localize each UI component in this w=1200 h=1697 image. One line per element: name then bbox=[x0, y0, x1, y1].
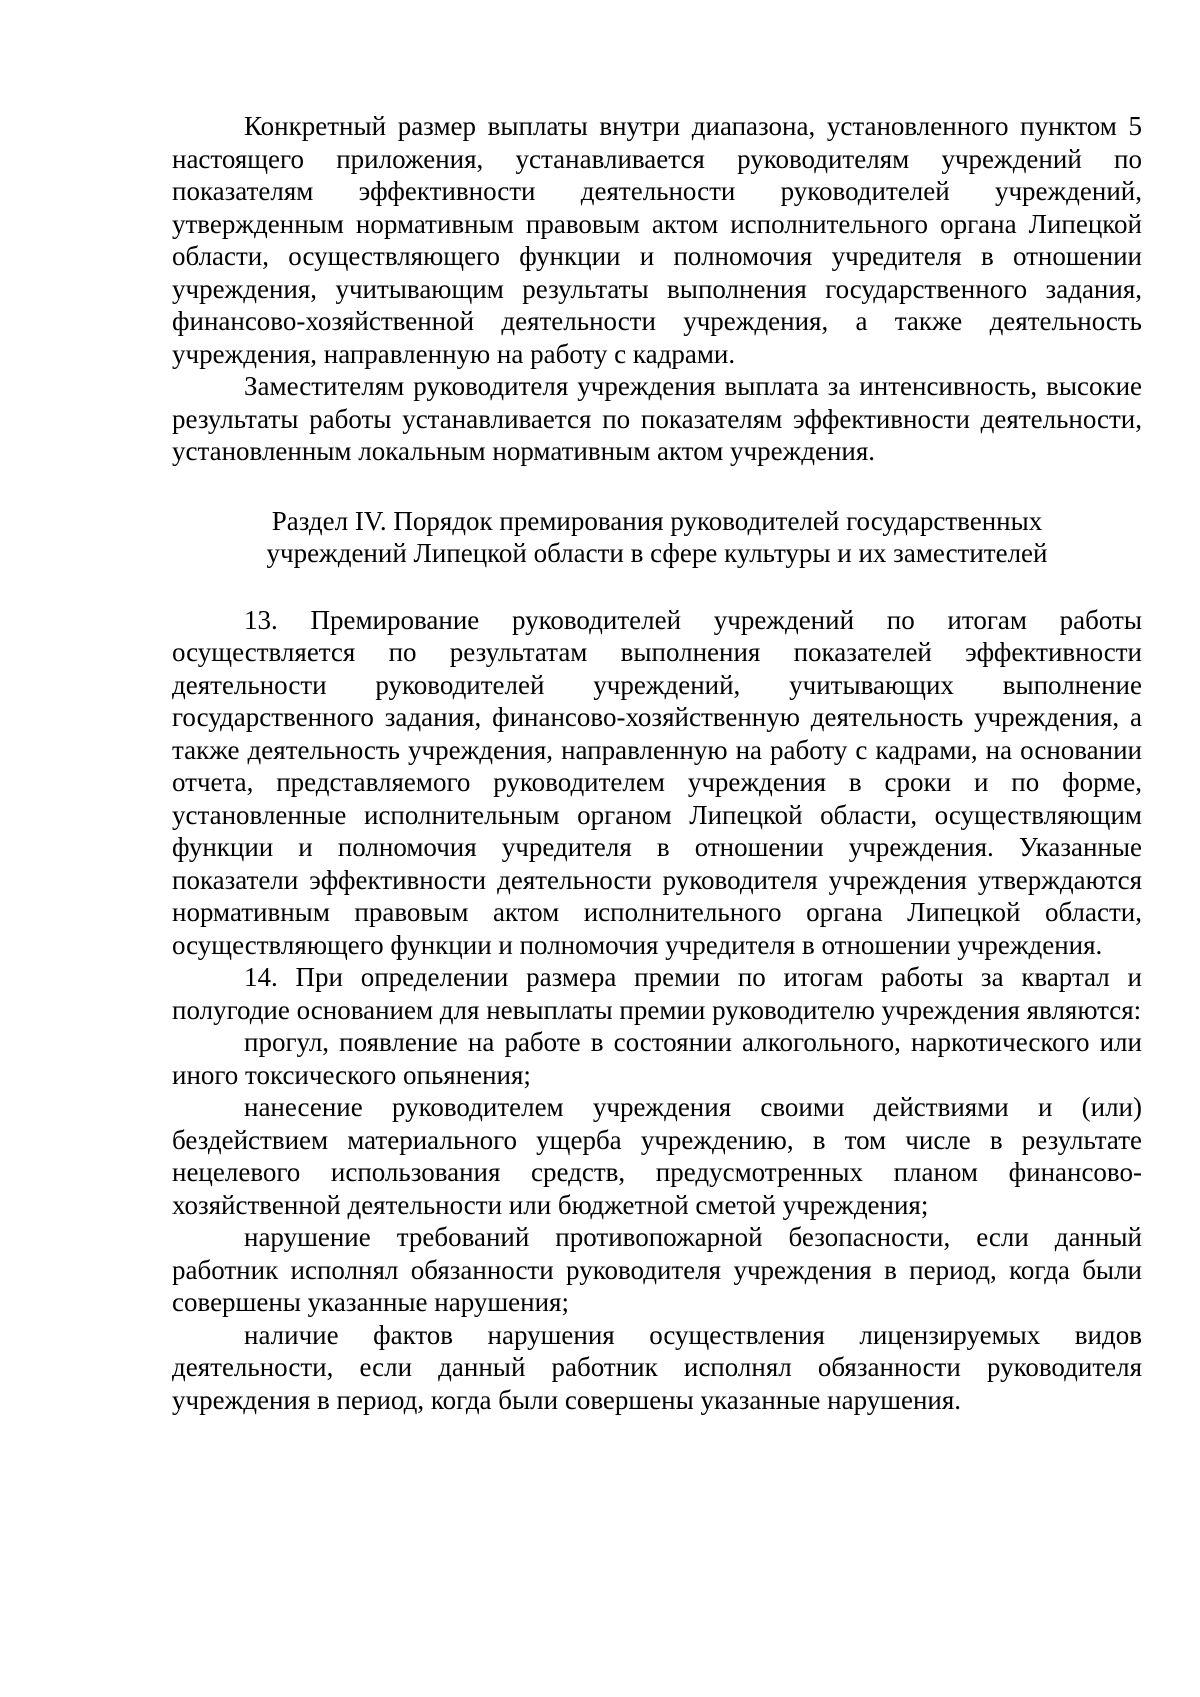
paragraph-item-13: 13. Премирование руководителей учреждений по итогам работы осуществляется по результатам выполнения показателей эффективности деятельности руководителей учреждений, учитывающих выполнение государственного задания, финансово-хозяйственную деятельность учреждения, а также деятельность учреждения, направленную на работу с кадрами, на основании отчета, представляемого руководителем учреждения в сроки и по форме, установленные исполнительным органом Липецкой области, осуществляющим функции и полномочия учредителя в отношении учреждения. Указанные показатели эффективности деятельности руководителя учреждения утверждаются нормативным правовым актом исполнительного органа Липецкой области, осуществляющего функции и полномочия учредителя в отношении учреждения. bbox=[172, 604, 1142, 960]
list-item-fire-safety: нарушение требований противопожарной безопасности, если данный работник исполнял обязанности руководителя учреждения в период, когда были совершены указанные нарушения; bbox=[172, 1222, 1142, 1317]
list-item-absenteeism: прогул, появление на работе в состоянии алкогольного, наркотического или иного токсического опьянения; bbox=[172, 1027, 1142, 1090]
paragraph-deputies-payment: Заместителям руководителя учреждения выплата за интенсивность, высокие результаты работы устанавливается по показателям эффективности деятельности, установленным локальным нормативным актом учреждения. bbox=[172, 371, 1142, 466]
section-title: Раздел IV. Порядок премирования руководителей государственных учреждений Липецкой области в сфере культуры и их заместителей bbox=[266, 505, 1048, 568]
document-page bbox=[172, 110, 1142, 1416]
list-item-licensing: наличие фактов нарушения осуществления лицензируемых видов деятельности, если данный работник исполнял обязанности руководителя учреждения в период, когда были совершены указанные нарушения. bbox=[172, 1319, 1142, 1415]
paragraph-item-14: 14. При определении размера премии по итогам работы за квартал и полугодие основанием для невыплаты премии руководителю учреждения являются: bbox=[172, 962, 1142, 1025]
list-item-damage: нанесение руководителем учреждения своими действиями и (или) бездействием материального ущерба учреждению, в том числе в результате нецелевого использования средств, предусмотренных планом финансово-хозяйственной деятельности или бюджетной сметой учреждения; bbox=[172, 1092, 1142, 1220]
paragraph-payment-size: Конкретный размер выплаты внутри диапазона, установленного пунктом 5 настоящего приложения, устанавливается руководителям учреждений по показателям эффективности деятельности руководителей учреждений, утвержденным нормативным правовым актом исполнительного органа Липецкой области, осуществляющего функции и полномочия учредителя в отношении учреждения, учитывающим результаты выполнения государственного задания, финансово-хозяйственной деятельности учреждения, а также деятельность учреждения, направленную на работу с кадрами. bbox=[172, 111, 1142, 369]
